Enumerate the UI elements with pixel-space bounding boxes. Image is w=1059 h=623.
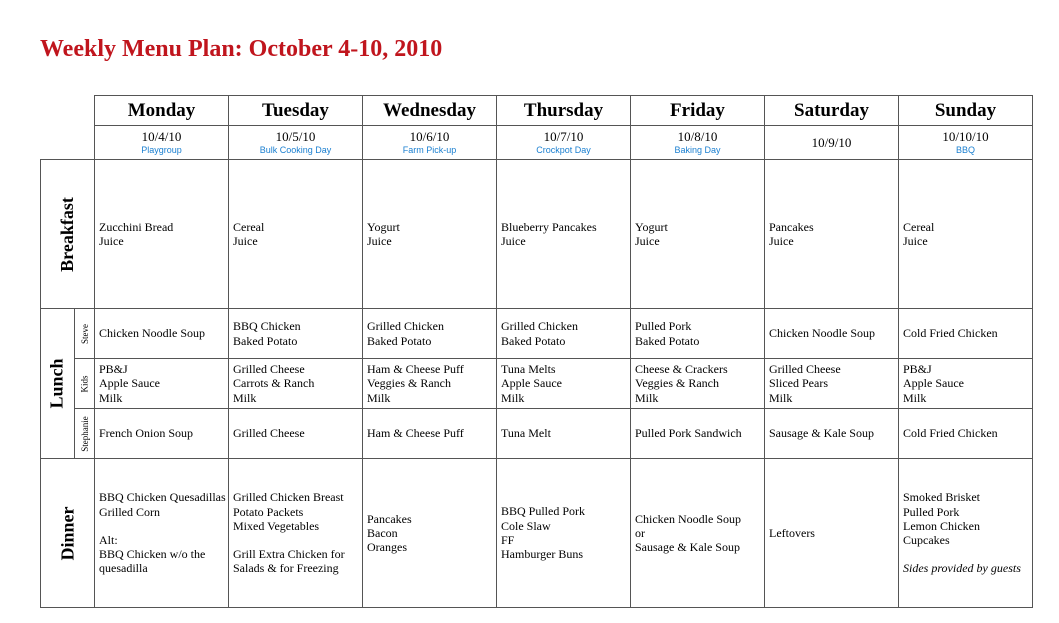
- menu-line: Grill Extra Chicken for: [233, 547, 345, 562]
- menu-line: Veggies & Ranch: [367, 376, 451, 391]
- menu-line: Apple Sauce: [501, 376, 562, 391]
- menu-line: Grilled Cheese: [769, 362, 841, 377]
- dinner-cell-friday: [630, 458, 765, 608]
- menu-line: Pulled Pork Sandwich: [635, 426, 742, 441]
- menu-line: Pulled Pork: [635, 319, 692, 334]
- menu-line: Potato Packets: [233, 504, 304, 519]
- dinner-cell-monday: [94, 458, 229, 608]
- menu-line: Baked Potato: [367, 333, 432, 348]
- menu-line: Baked Potato: [635, 333, 700, 348]
- menu-line: Juice: [769, 234, 794, 248]
- date-header-friday: [630, 125, 765, 160]
- menu-line: Juice: [501, 234, 526, 248]
- lunch-kids-cell-thursday: [496, 358, 631, 409]
- menu-line: [99, 519, 228, 533]
- menu-line: Ham & Cheese Puff: [367, 426, 464, 441]
- day-header-thursday: Thursday: [496, 95, 631, 126]
- date-header-sunday: [898, 125, 1033, 160]
- lunch-steve-cell-tuesday: [228, 308, 363, 359]
- menu-line: Milk: [99, 390, 123, 405]
- menu-line: BBQ Chicken w/o the: [99, 547, 206, 562]
- menu-line: Sliced Pears: [769, 376, 828, 391]
- menu-line: Grilled Corn: [99, 504, 160, 519]
- menu-line: Grilled Chicken: [367, 319, 444, 334]
- menu-line: Grilled Cheese: [233, 362, 305, 377]
- day-header-friday: Friday: [630, 95, 765, 126]
- menu-line: [233, 533, 362, 547]
- menu-line: Zucchini Bread: [99, 219, 174, 234]
- menu-line: Pancakes: [769, 219, 814, 234]
- menu-line: Juice: [367, 234, 392, 248]
- day-note: Farm Pick-up: [402, 144, 457, 155]
- date-header-monday: [94, 125, 229, 160]
- menu-line: French Onion Soup: [99, 426, 193, 441]
- menu-line: Oranges: [367, 540, 407, 555]
- lunch-stephanie-label-cell: [74, 408, 95, 459]
- date-text: 10/10/10: [942, 128, 989, 144]
- menu-line: Milk: [769, 390, 793, 405]
- dinner-cell-sunday: [898, 458, 1033, 608]
- menu-line: Juice: [99, 234, 124, 248]
- menu-line: Milk: [367, 390, 391, 405]
- menu-line: Milk: [903, 390, 927, 405]
- menu-line: Salads & for Freezing: [233, 561, 339, 576]
- lunch-kids-cell-saturday: [764, 358, 899, 409]
- day-header-tuesday: Tuesday: [228, 95, 363, 126]
- lunch-stephanie-cell-tuesday: [228, 408, 363, 459]
- menu-line: Bacon: [367, 525, 398, 540]
- lunch-kids-cell-wednesday: [362, 358, 497, 409]
- menu-line: Juice: [903, 234, 928, 248]
- menu-line: PB&J: [903, 362, 932, 377]
- menu-line: or: [635, 525, 645, 540]
- menu-line: Veggies & Ranch: [635, 376, 719, 391]
- menu-line: quesadilla: [99, 561, 148, 576]
- menu-line: Cupcakes: [903, 533, 950, 548]
- dinner-cell-thursday: [496, 458, 631, 608]
- day-header-wednesday: Wednesday: [362, 95, 497, 126]
- day-note: BBQ: [955, 144, 975, 155]
- lunch-stephanie-cell-saturday: [764, 408, 899, 459]
- menu-line: Cereal: [903, 219, 935, 234]
- menu-line: Smoked Brisket: [903, 490, 980, 505]
- day-note: Bulk Cooking Day: [259, 144, 332, 155]
- day-header-saturday: Saturday: [764, 95, 899, 126]
- date-header-thursday: [496, 125, 631, 160]
- dinner-cell-tuesday: [228, 458, 363, 608]
- menu-line: Sides provided by guests: [903, 561, 1021, 576]
- day-header-sunday: Sunday: [898, 95, 1033, 126]
- lunch-stephanie-cell-sunday: [898, 408, 1033, 459]
- menu-line: Cold Fried Chicken: [903, 426, 998, 441]
- lunch-label-cell: [40, 308, 75, 459]
- menu-line: Blueberry Pancakes: [501, 219, 597, 234]
- menu-line: Chicken Noodle Soup: [99, 326, 205, 341]
- lunch-stephanie-cell-monday: [94, 408, 229, 459]
- menu-line: Pulled Pork: [903, 504, 960, 519]
- lunch-kids-cell-monday: [94, 358, 229, 409]
- lunch-kids-label-cell: [74, 358, 95, 409]
- menu-line: BBQ Chicken: [233, 319, 301, 334]
- menu-line: Milk: [233, 390, 257, 405]
- lunch-stephanie-cell-friday: [630, 408, 765, 459]
- lunch-stephanie-label: Stephanie: [79, 415, 90, 452]
- date-text: 10/4/10: [141, 128, 182, 144]
- menu-line: Milk: [635, 390, 659, 405]
- lunch-steve-cell-wednesday: [362, 308, 497, 359]
- menu-line: Grilled Cheese: [233, 426, 305, 441]
- menu-line: Cold Fried Chicken: [903, 326, 998, 341]
- breakfast-cell-wednesday: [362, 159, 497, 309]
- menu-line: Hamburger Buns: [501, 547, 584, 562]
- menu-line: Sausage & Kale Soup: [769, 426, 874, 441]
- menu-line: Yogurt: [635, 219, 668, 234]
- day-note: Playgroup: [141, 144, 182, 155]
- menu-line: Cole Slaw: [501, 518, 551, 533]
- menu-line: Baked Potato: [233, 333, 298, 348]
- date-text: 10/7/10: [543, 128, 584, 144]
- date-header-tuesday: [228, 125, 363, 160]
- menu-line: Baked Potato: [501, 333, 566, 348]
- menu-line: Juice: [635, 234, 660, 248]
- date-text: 10/6/10: [409, 128, 450, 144]
- dinner-label-cell: [40, 458, 95, 608]
- menu-line: Sausage & Kale Soup: [635, 540, 740, 555]
- date-header-saturday: [764, 125, 899, 160]
- breakfast-cell-saturday: [764, 159, 899, 309]
- menu-line: Apple Sauce: [99, 376, 160, 391]
- breakfast-cell-monday: [94, 159, 229, 309]
- date-header-wednesday: [362, 125, 497, 160]
- date-text: 10/5/10: [275, 128, 316, 144]
- page-title: Weekly Menu Plan: October 4-10, 2010: [40, 36, 443, 62]
- menu-line: Grilled Chicken Breast: [233, 490, 344, 505]
- menu-line: Alt:: [99, 532, 118, 547]
- breakfast-label-cell: [40, 159, 95, 309]
- menu-line: Cereal: [233, 219, 265, 234]
- lunch-steve-cell-sunday: [898, 308, 1033, 359]
- breakfast-cell-thursday: [496, 159, 631, 309]
- lunch-kids-cell-friday: [630, 358, 765, 409]
- menu-line: Chicken Noodle Soup: [769, 326, 875, 341]
- lunch-steve-label: Steve: [79, 323, 90, 344]
- day-header-monday: Monday: [94, 95, 229, 126]
- menu-line: Cheese & Crackers: [635, 362, 728, 377]
- menu-line: Tuna Melt: [501, 426, 551, 441]
- menu-line: Pancakes: [367, 511, 412, 526]
- menu-line: [903, 547, 1032, 561]
- day-note: Crockpot Day: [536, 144, 591, 155]
- breakfast-cell-friday: [630, 159, 765, 309]
- menu-line: Chicken Noodle Soup: [635, 511, 741, 526]
- dinner-label: Dinner: [57, 506, 77, 560]
- menu-line: Carrots & Ranch: [233, 376, 315, 391]
- dinner-cell-wednesday: [362, 458, 497, 608]
- menu-line: Milk: [501, 390, 525, 405]
- lunch-kids-cell-sunday: [898, 358, 1033, 409]
- lunch-kids-cell-tuesday: [228, 358, 363, 409]
- menu-line: Yogurt: [367, 219, 400, 234]
- lunch-steve-label-cell: [74, 308, 95, 359]
- menu-line: Tuna Melts: [501, 362, 556, 377]
- dinner-cell-saturday: [764, 458, 899, 608]
- date-text: 10/8/10: [677, 128, 718, 144]
- menu-line: Lemon Chicken: [903, 518, 980, 533]
- menu-line: Grilled Chicken: [501, 319, 578, 334]
- menu-line: Apple Sauce: [903, 376, 964, 391]
- breakfast-cell-sunday: [898, 159, 1033, 309]
- menu-line: BBQ Chicken Quesadillas: [99, 490, 226, 505]
- lunch-kids-label: Kids: [79, 374, 90, 393]
- lunch-steve-cell-monday: [94, 308, 229, 359]
- menu-line: Mixed Vegetables: [233, 518, 320, 533]
- date-text: 10/9/10: [811, 134, 852, 150]
- lunch-stephanie-cell-thursday: [496, 408, 631, 459]
- lunch-stephanie-cell-wednesday: [362, 408, 497, 459]
- menu-line: Juice: [233, 234, 258, 248]
- menu-line: Ham & Cheese Puff: [367, 362, 464, 377]
- menu-line: BBQ Pulled Pork: [501, 504, 586, 519]
- day-note: Baking Day: [674, 144, 721, 155]
- lunch-label: Lunch: [47, 358, 67, 409]
- lunch-steve-cell-saturday: [764, 308, 899, 359]
- menu-line: PB&J: [99, 362, 128, 377]
- lunch-steve-cell-friday: [630, 308, 765, 359]
- breakfast-cell-tuesday: [228, 159, 363, 309]
- lunch-steve-cell-thursday: [496, 308, 631, 359]
- menu-line: Leftovers: [769, 525, 815, 540]
- breakfast-label: Breakfast: [57, 196, 78, 272]
- menu-line: FF: [501, 533, 515, 547]
